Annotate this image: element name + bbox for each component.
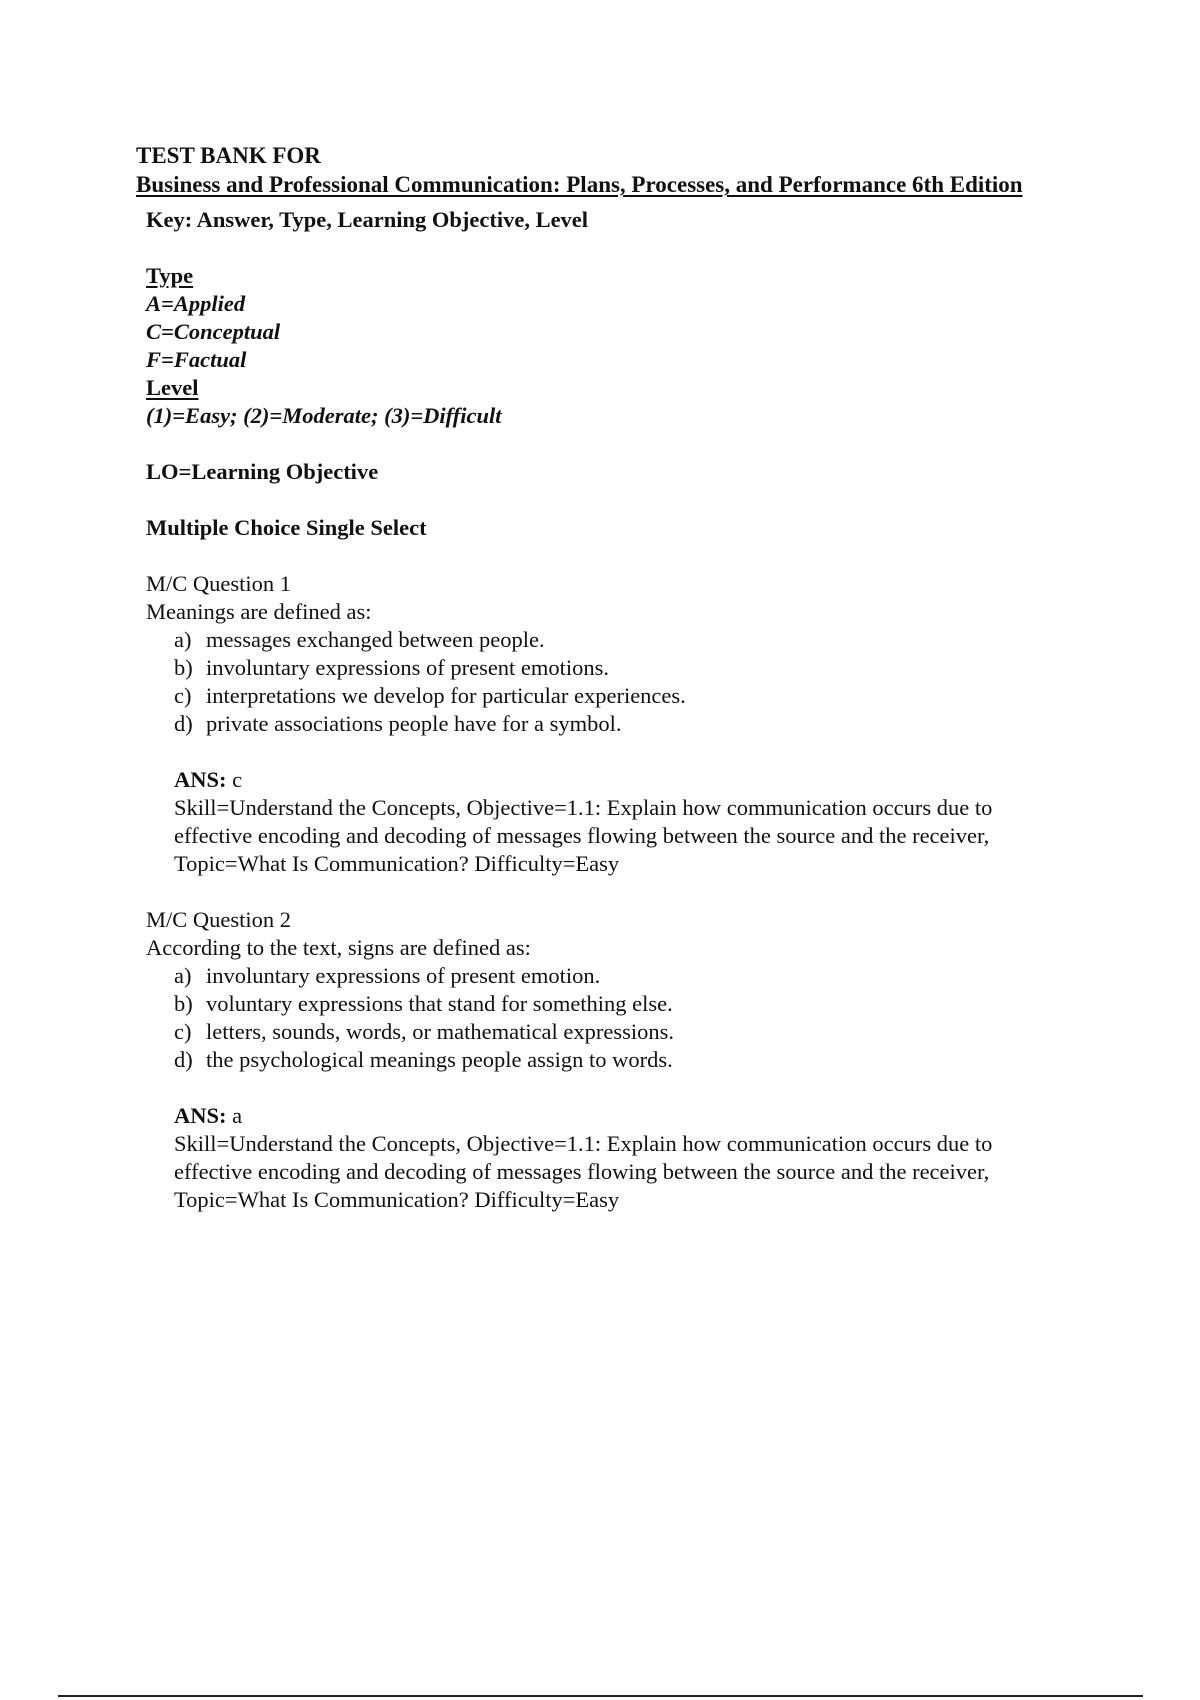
answer-value: c [232,767,243,792]
option-letter: c) [174,1019,192,1044]
type-heading: Type [146,263,194,288]
option-letter: c) [174,683,192,708]
type-item-conceptual: C=Conceptual [146,319,281,344]
answer-block [146,766,1106,878]
question-stem: According to the text, signs are defined as: [146,935,531,960]
option-text: letters, sounds, words, or mathematical expressions. [206,1019,675,1044]
answer-meta-line: Skill=Understand the Concepts, Objective=1.1: Explain how communication occurs due to [174,1131,993,1156]
learning-objective-legend: LO=Learning Objective [146,459,379,484]
option-text: the psychological meanings people assign to words. [206,1047,673,1072]
option-text: messages exchanged between people. [206,627,545,652]
option-b [146,654,1106,682]
option-text: involuntary expressions of present emotions. [206,655,610,680]
option-letter: d) [174,711,193,736]
document-body [146,206,1106,1214]
option-text: private associations people have for a symbol. [206,711,622,736]
answer-line [174,1102,1106,1130]
answer-options [146,626,1106,738]
answer-value: a [232,1103,243,1128]
option-d [146,710,1106,738]
answer-key-legend: Key: Answer, Type, Learning Objective, Level [146,207,589,232]
answer-label: ANS: [174,1103,227,1128]
option-a [146,626,1106,654]
footer-divider [58,1695,1143,1697]
option-letter: a) [174,627,192,652]
level-heading: Level [146,375,199,400]
option-text: voluntary expressions that stand for something else. [206,991,673,1016]
answer-line [174,766,1106,794]
answer-options [146,962,1106,1074]
answer-meta-line: effective encoding and decoding of messages flowing between the source and the receiver, [174,823,990,848]
type-item-applied: A=Applied [146,291,246,316]
spacer [146,1074,1106,1102]
question-label: M/C Question 2 [146,907,292,932]
spacer [146,878,1106,906]
answer-block [146,1102,1106,1214]
doc-book-title: Business and Professional Communication: Plans, Processes, and Performance 6th Edition [136,172,1023,197]
question-block [146,906,1106,1214]
answer-meta-line: Topic=What Is Communication? Difficulty=Easy [174,1187,620,1212]
option-a [146,962,1106,990]
option-letter: d) [174,1047,193,1072]
spacer [146,738,1106,766]
spacer [146,486,1106,514]
question-label: M/C Question 1 [146,571,292,596]
question-block [146,570,1106,878]
level-scale: (1)=Easy; (2)=Moderate; (3)=Difficult [146,403,502,428]
answer-meta-line: effective encoding and decoding of messages flowing between the source and the receiver, [174,1159,990,1184]
answer-meta-line: Skill=Understand the Concepts, Objective=1.1: Explain how communication occurs due to [174,795,993,820]
option-letter: b) [174,991,193,1016]
spacer [146,542,1106,570]
option-text: interpretations we develop for particular experiences. [206,683,686,708]
spacer [146,430,1106,458]
option-letter: b) [174,655,193,680]
spacer [146,234,1106,262]
type-item-factual: F=Factual [146,347,247,372]
option-c [146,1018,1106,1046]
doc-header-title: TEST BANK FOR [136,143,321,168]
option-d [146,1046,1106,1074]
option-text: involuntary expressions of present emotion. [206,963,601,988]
option-c [146,682,1106,710]
section-title: Multiple Choice Single Select [146,515,427,540]
option-letter: a) [174,963,192,988]
option-b [146,990,1106,1018]
answer-meta-line: Topic=What Is Communication? Difficulty=Easy [174,851,620,876]
answer-label: ANS: [174,767,227,792]
question-stem: Meanings are defined as: [146,599,372,624]
